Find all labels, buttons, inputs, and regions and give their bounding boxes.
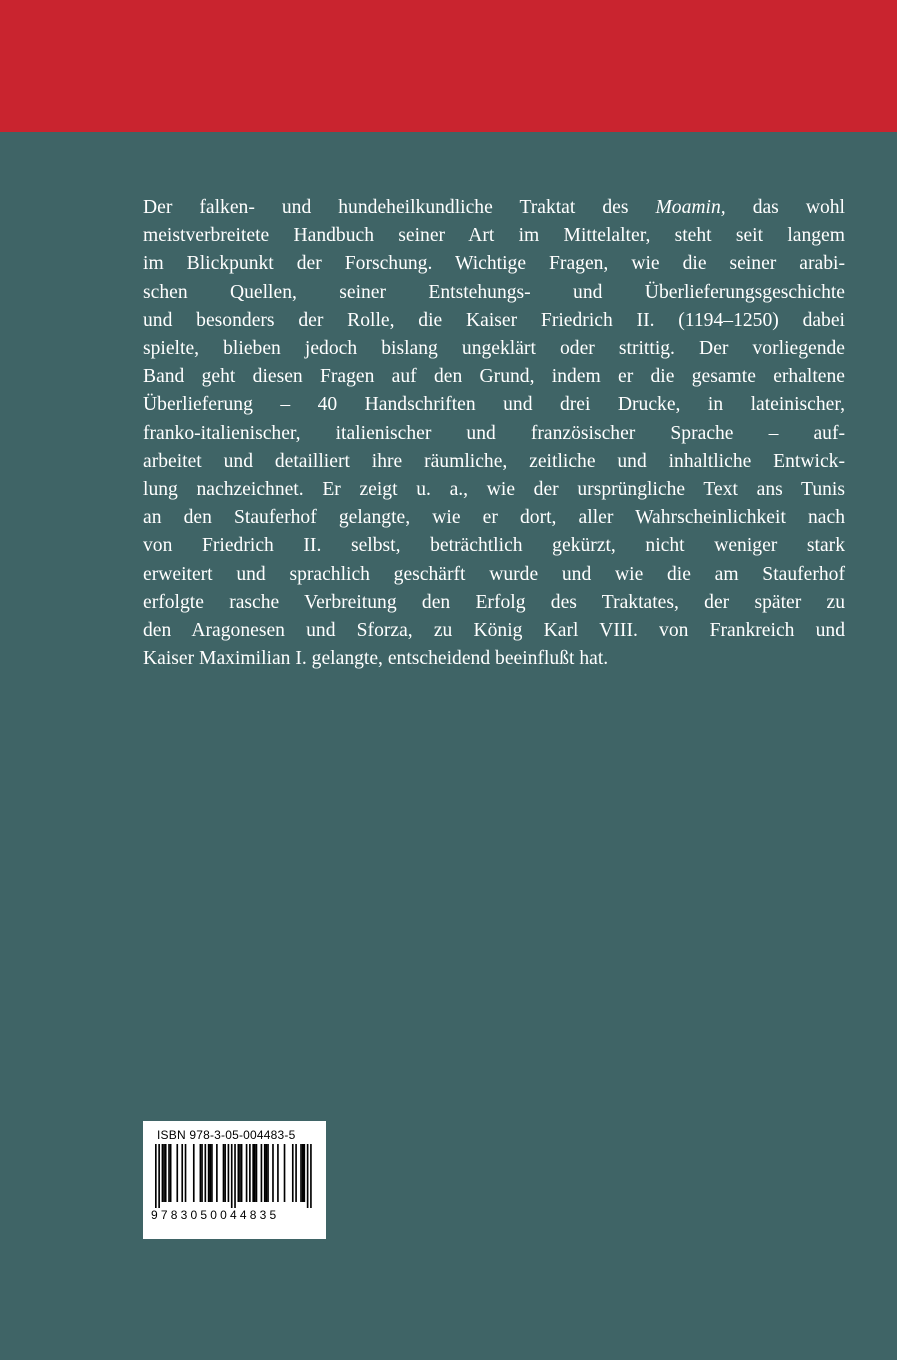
barcode-bar <box>209 1144 211 1202</box>
barcode-bar <box>231 1144 233 1208</box>
blurb-line: Überlieferung – 40 Handschriften und drei Drucke, in lateinischer, <box>143 394 845 416</box>
barcode-bar <box>216 1144 218 1202</box>
barcode-bar <box>181 1144 183 1202</box>
barcode-bar <box>224 1144 226 1202</box>
blurb-line: von Friedrich II. selbst, beträchtlich gekürzt, nicht weniger stark <box>143 535 845 557</box>
barcode-bar <box>193 1144 195 1202</box>
book-title-italic: Moamin, <box>655 197 726 218</box>
barcode-bar <box>277 1144 279 1202</box>
barcode-bar <box>168 1144 170 1202</box>
barcode-bar <box>208 1144 210 1202</box>
barcode-bar <box>292 1144 294 1202</box>
isbn-barcode-box <box>143 1121 326 1239</box>
blurb-line: franko-italienischer, italienischer und französischer Sprache – auf- <box>143 422 845 444</box>
barcode-bar <box>246 1144 248 1202</box>
barcode-bar <box>211 1144 213 1202</box>
barcode-bar <box>249 1144 251 1202</box>
barcode-bar <box>223 1144 225 1202</box>
barcode-bar <box>266 1144 268 1202</box>
barcode-bar <box>254 1144 256 1202</box>
barcode-bar <box>239 1144 241 1202</box>
barcode-bar <box>264 1144 266 1202</box>
barcode-bar <box>234 1144 236 1208</box>
barcode-bar <box>300 1144 302 1202</box>
barcode-bar <box>310 1144 312 1208</box>
barcode-bar <box>170 1144 172 1202</box>
blurb-line: meistverbreitete Handbuch seiner Art im Mittelalter, steht seit langem <box>143 225 845 247</box>
barcode-bars <box>151 1144 318 1208</box>
isbn-label: ISBN 978-3-05-004483-5 <box>157 1128 296 1142</box>
barcode-bar <box>163 1144 165 1202</box>
barcode-bar <box>295 1144 297 1202</box>
blurb-line: den Aragonesen und Sforza, zu König Karl VIII. von Frankreich und <box>143 620 845 642</box>
barcode-bar <box>267 1144 269 1202</box>
barcode-bar <box>200 1144 202 1202</box>
barcode-bar <box>272 1144 274 1202</box>
blurb-line: arbeitet und detailliert ihre räumliche, zeitliche und inhaltliche Entwick- <box>143 450 845 472</box>
barcode-bar <box>307 1144 309 1208</box>
barcode-bar <box>158 1144 160 1208</box>
barcode-bar <box>256 1144 258 1202</box>
blurb-line: an den Stauferhof gelangte, wie er dort, aller Wahrscheinlichkeit nach <box>143 507 845 529</box>
ean-digits: 9783050044835 <box>151 1208 280 1222</box>
blurb-line: im Blickpunkt der Forschung. Wichtige Fragen, wie die seiner arabi- <box>143 253 845 275</box>
blurb-line: lung nachzeichnet. Er zeigt u. a., wie der ursprüngliche Text ans Tunis <box>143 479 845 501</box>
barcode-bar <box>238 1144 240 1202</box>
barcode-bar <box>165 1144 167 1202</box>
barcode-bar <box>201 1144 203 1202</box>
blurb-line: spielte, blieben jedoch bislang ungeklärt oder strittig. Der vorliegende <box>143 338 845 360</box>
barcode-bar <box>228 1144 230 1202</box>
blurb-line: Der falken- und hundeheilkundliche Traktat des Moamin, das wohl <box>143 197 846 218</box>
barcode-bar <box>205 1144 207 1202</box>
blurb-line: erfolgte rasche Verbreitung den Erfolg des Traktates, der später zu <box>143 591 845 613</box>
barcode-bar <box>284 1144 286 1202</box>
blurb-line: Band geht diesen Fragen auf den Grund, indem er die gesamte erhaltene <box>143 366 845 388</box>
barcode-bar <box>252 1144 254 1202</box>
blurb-line: schen Quellen, seiner Entstehungs- und Überlieferungsgeschichte <box>143 281 845 303</box>
barcode-bar <box>261 1144 263 1202</box>
blurb-line: und besonders der Rolle, die Kaiser Friedrich II. (1194–1250) dabei <box>143 309 845 331</box>
red-header-band <box>0 0 897 132</box>
barcode-bar <box>241 1144 243 1202</box>
barcode-bar <box>155 1144 157 1208</box>
blurb-text <box>143 194 845 673</box>
barcode-bar <box>304 1144 306 1202</box>
barcode-bar <box>302 1144 304 1202</box>
barcode-bar <box>162 1144 164 1202</box>
barcode-bar <box>176 1144 178 1202</box>
blurb-line: Kaiser Maximilian I. gelangte, entscheidend beeinflußt hat. <box>143 648 609 670</box>
barcode-bar <box>185 1144 187 1202</box>
blurb-line: erweitert und sprachlich geschärft wurde und wie die am Stauferhof <box>143 563 845 585</box>
